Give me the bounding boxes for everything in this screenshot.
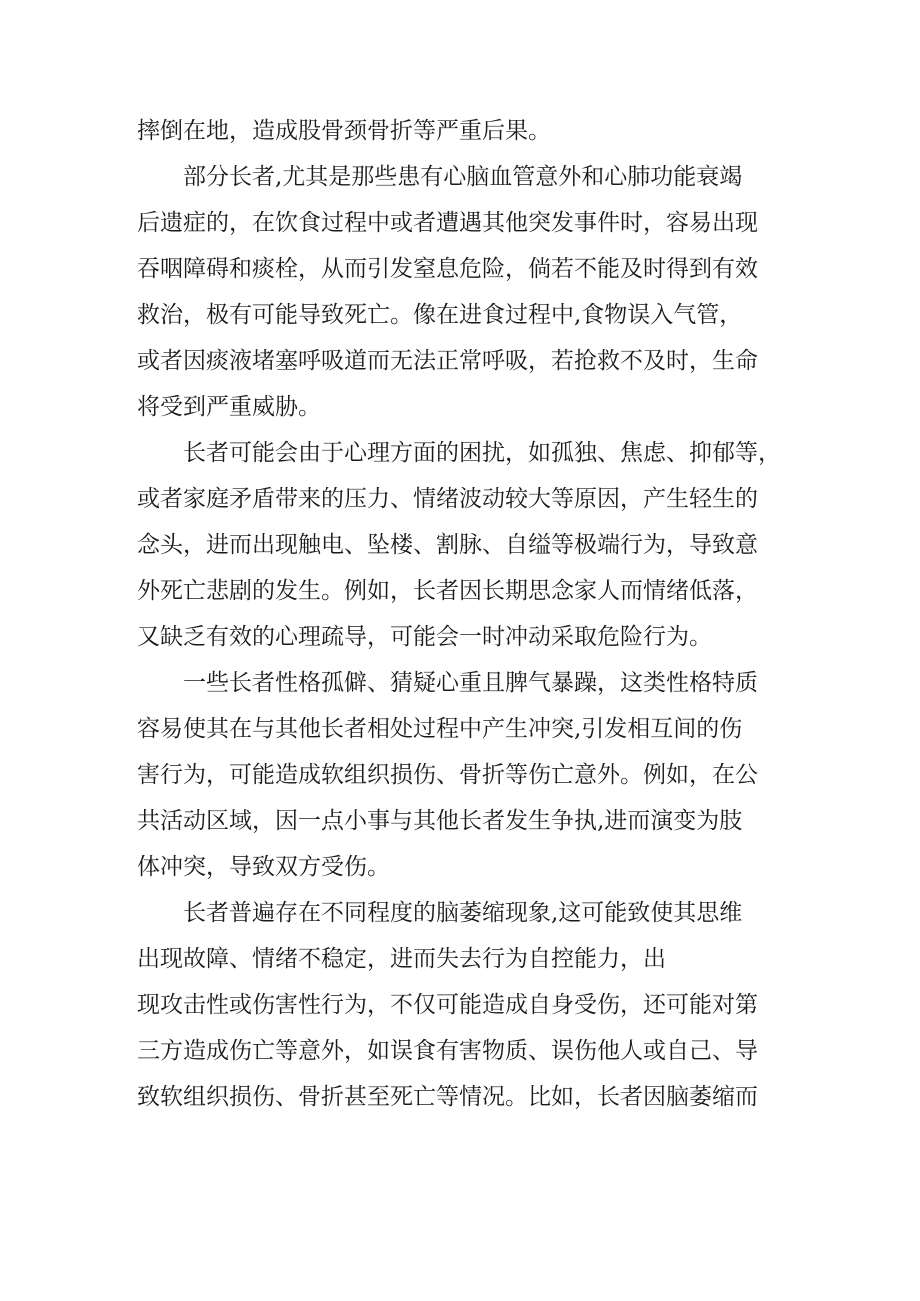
text-line: 致软组织损伤、骨折甚至死亡等情况。比如，长者因脑萎缩而 — [137, 1084, 758, 1110]
paragraph-choking-risk — [137, 154, 797, 430]
document-page — [137, 108, 797, 1120]
text-line: 后遗症的，在饮食过程中或者遭遇其他突发事件时，容易出现 — [137, 210, 758, 236]
text-line: 长者普遍存在不同程度的脑萎缩现象,这可能致使其思维 — [183, 900, 743, 926]
text-line: 部分长者,尤其是那些患有心脑血管意外和心肺功能衰竭 — [183, 164, 743, 190]
text-line: 长者可能会由于心理方面的困扰，如孤独、焦虑、抑郁等， — [183, 440, 781, 466]
text-line: 容易使其在与其他长者相处过程中产生冲突,引发相互间的伤 — [137, 716, 743, 742]
text-line: 共活动区域，因一点小事与其他长者发生争执,进而演变为肢 — [137, 808, 743, 834]
text-line: 或者因痰液堵塞呼吸道而无法正常呼吸，若抢救不及时，生命 — [137, 348, 758, 374]
paragraph-conflict-risk — [137, 660, 797, 890]
text-line: 现攻击性或伤害性行为，不仅可能造成自身受伤，还可能对第 — [137, 992, 758, 1018]
text-line: 念头，进而出现触电、坠楼、割脉、自缢等极端行为，导致意 — [137, 532, 758, 558]
paragraph-psychological-risk — [137, 430, 797, 660]
text-line: 又缺乏有效的心理疏导，可能会一时冲动采取危险行为。 — [137, 624, 712, 650]
text-line: 外死亡悲剧的发生。例如，长者因长期思念家人而情绪低落， — [137, 578, 758, 604]
text-line: 害行为，可能造成软组织损伤、骨折等伤亡意外。例如，在公 — [137, 762, 758, 788]
text-line: 一些长者性格孤僻、猜疑心重且脾气暴躁，这类性格特质 — [183, 670, 758, 696]
text-line: 摔倒在地，造成股骨颈骨折等严重后果。 — [137, 118, 551, 144]
text-line: 或者家庭矛盾带来的压力、情绪波动较大等原因，产生轻生的 — [137, 486, 758, 512]
text-line: 三方造成伤亡等意外，如误食有害物质、误伤他人或自己、导 — [137, 1038, 758, 1064]
text-line: 将受到严重威胁。 — [137, 394, 321, 420]
paragraph-continuation — [137, 108, 797, 154]
text-line: 吞咽障碍和痰栓，从而引发窒息危险，倘若不能及时得到有效 — [137, 256, 758, 282]
paragraph-brain-atrophy-risk — [137, 890, 797, 1120]
text-line: 体冲突，导致双方受伤。 — [137, 854, 390, 880]
text-line: 出现故障、情绪不稳定，进而失去行为自控能力，出 — [137, 946, 666, 972]
text-line: 救治，极有可能导致死亡。像在进食过程中,食物误入气管， — [137, 302, 743, 328]
